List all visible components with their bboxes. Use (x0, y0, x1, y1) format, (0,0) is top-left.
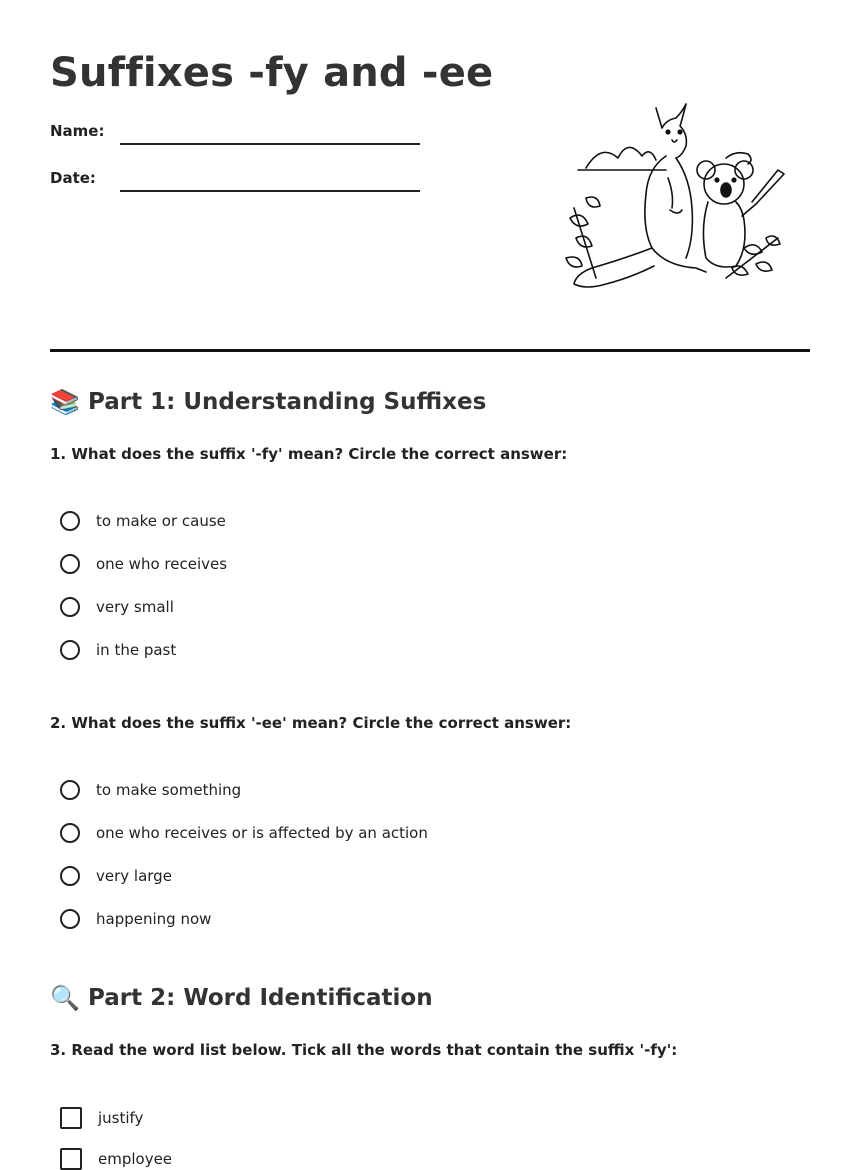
option-label: one who receives (96, 555, 228, 573)
checkbox[interactable] (60, 1148, 82, 1170)
q2-option-2[interactable] (60, 823, 428, 843)
checkbox[interactable] (60, 1107, 82, 1129)
radio-circle[interactable] (60, 640, 80, 660)
q3-option-2[interactable] (60, 1148, 172, 1170)
name-line[interactable] (120, 143, 420, 145)
date-label: Date: (50, 169, 96, 187)
option-label: in the past (96, 641, 177, 659)
question-1: 1. What does the suffix '-fy' mean? Circle the correct answer: (50, 445, 568, 463)
q1-option-2[interactable] (60, 554, 227, 574)
worksheet-title: Suffixes -fy and -ee (50, 50, 494, 96)
books-icon: 📚 (50, 388, 80, 416)
q1-option-4[interactable] (60, 640, 176, 660)
radio-circle[interactable] (60, 597, 80, 617)
q3-option-1[interactable] (60, 1107, 143, 1129)
name-label: Name: (50, 122, 105, 140)
question-3: 3. Read the word list below. Tick all the words that contain the suffix '-fy': (50, 1041, 678, 1059)
option-label: one who receives or is affected by an action (96, 824, 428, 842)
radio-circle[interactable] (60, 909, 80, 929)
date-line[interactable] (120, 190, 420, 192)
radio-circle[interactable] (60, 866, 80, 886)
q1-option-1[interactable] (60, 511, 226, 531)
q2-option-4[interactable] (60, 909, 211, 929)
part1-heading (50, 388, 486, 416)
radio-circle[interactable] (60, 823, 80, 843)
question-2: 2. What does the suffix '-ee' mean? Circle the correct answer: (50, 714, 572, 732)
kangaroo-koala-illustration (556, 98, 788, 296)
radio-circle[interactable] (60, 511, 80, 531)
q2-option-1[interactable] (60, 780, 241, 800)
magnifier-icon: 🔍 (50, 984, 80, 1012)
part1-title: Part 1: Understanding Suffixes (88, 389, 487, 415)
part2-heading (50, 984, 433, 1012)
option-label: to make or cause (96, 512, 226, 530)
option-label: very large (96, 867, 172, 885)
option-label: employee (98, 1150, 173, 1168)
section-divider (50, 349, 810, 352)
option-label: very small (96, 598, 174, 616)
q2-option-3[interactable] (60, 866, 172, 886)
part2-title: Part 2: Word Identification (88, 985, 433, 1011)
option-label: to make something (96, 781, 242, 799)
radio-circle[interactable] (60, 554, 80, 574)
option-label: happening now (96, 910, 212, 928)
option-label: justify (98, 1109, 144, 1127)
radio-circle[interactable] (60, 780, 80, 800)
q1-option-3[interactable] (60, 597, 174, 617)
